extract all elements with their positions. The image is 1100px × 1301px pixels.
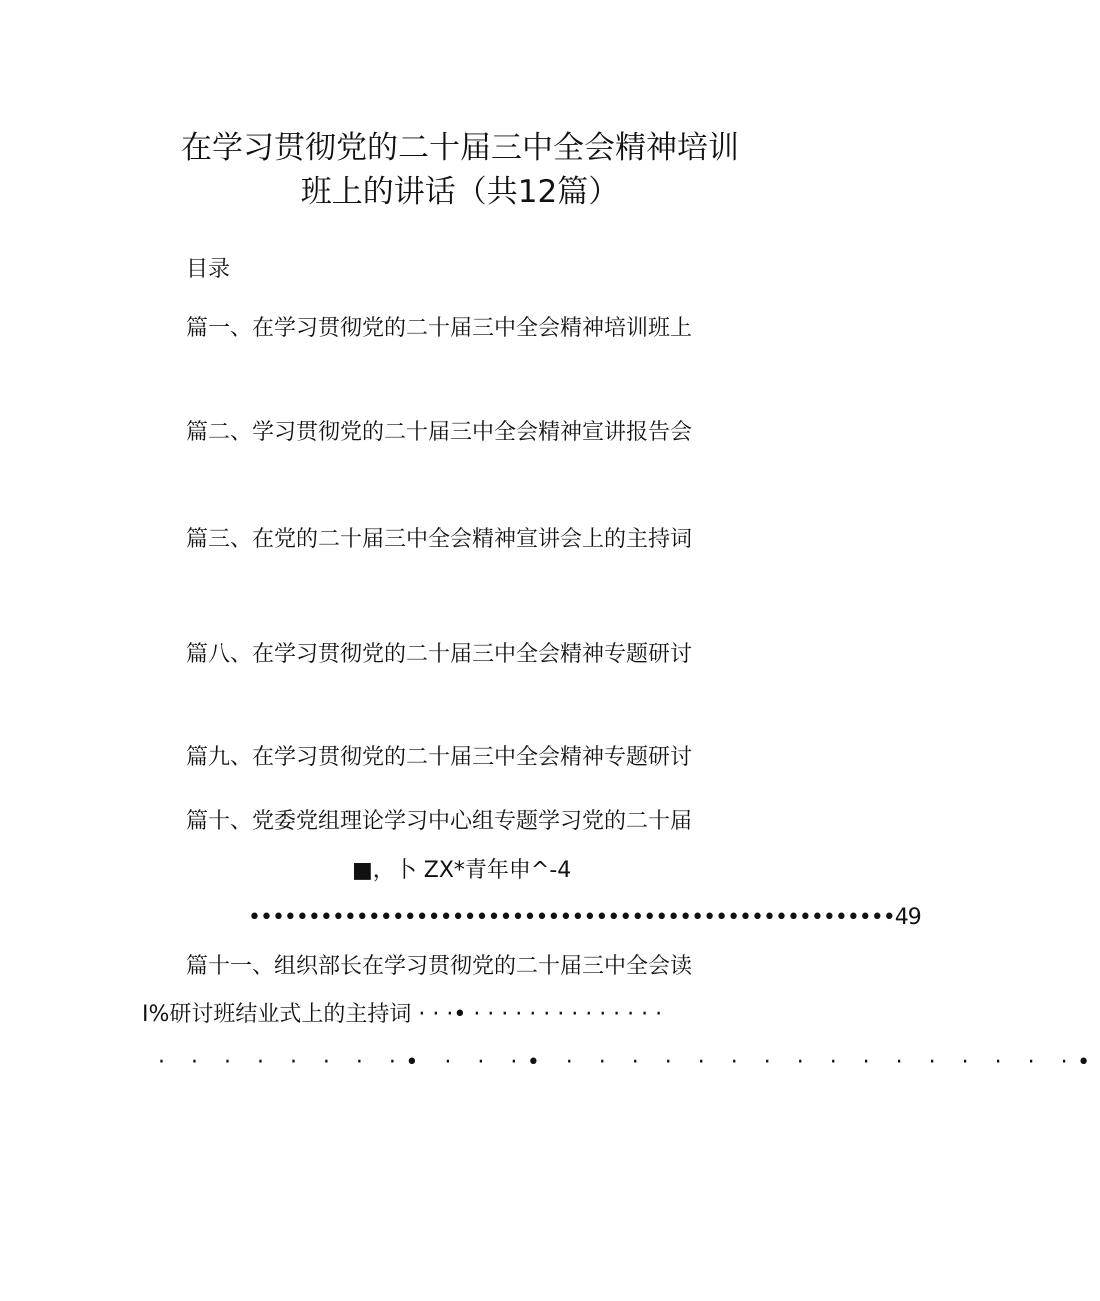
document-title-line-1: 在学习贯彻党的二十届三中全会精神培训 xyxy=(181,130,739,166)
toc-entry-9[interactable]: 篇九、在学习贯彻党的二十届三中全会精神专题研讨 xyxy=(186,745,693,770)
toc-heading: 目录 xyxy=(186,257,231,282)
toc-entry-10-leader-page: ••••••••••••••••••••••••••••••••••••••••••••••••••••••49 xyxy=(248,905,921,930)
toc-entry-10-garbled-text: ■，卜 ZX*青年申^-4 xyxy=(352,858,572,883)
toc-entry-11-leader: · · · · · · · ·• · · ·• · · · · · · · · · · · · · · · ·• xyxy=(158,1050,1100,1075)
toc-entry-11-continuation: I%研讨班结业式上的主持词 · · ·• · · · · · · · · · · · · · · xyxy=(142,1002,663,1027)
document-title-line-2: 班上的讲话（共12篇） xyxy=(300,174,620,210)
toc-entry-3[interactable]: 篇三、在党的二十届三中全会精神宣讲会上的主持词 xyxy=(186,527,693,552)
toc-entry-10[interactable]: 篇十、党委党组理论学习中心组专题学习党的二十届 xyxy=(186,809,693,834)
toc-entry-11[interactable]: 篇十一、组织部长在学习贯彻党的二十届三中全会读 xyxy=(186,954,693,979)
toc-entry-8[interactable]: 篇八、在学习贯彻党的二十届三中全会精神专题研讨 xyxy=(186,642,693,667)
toc-entry-2[interactable]: 篇二、学习贯彻党的二十届三中全会精神宣讲报告会 xyxy=(186,420,693,445)
toc-entry-1[interactable]: 篇一、在学习贯彻党的二十届三中全会精神培训班上 xyxy=(186,316,693,341)
